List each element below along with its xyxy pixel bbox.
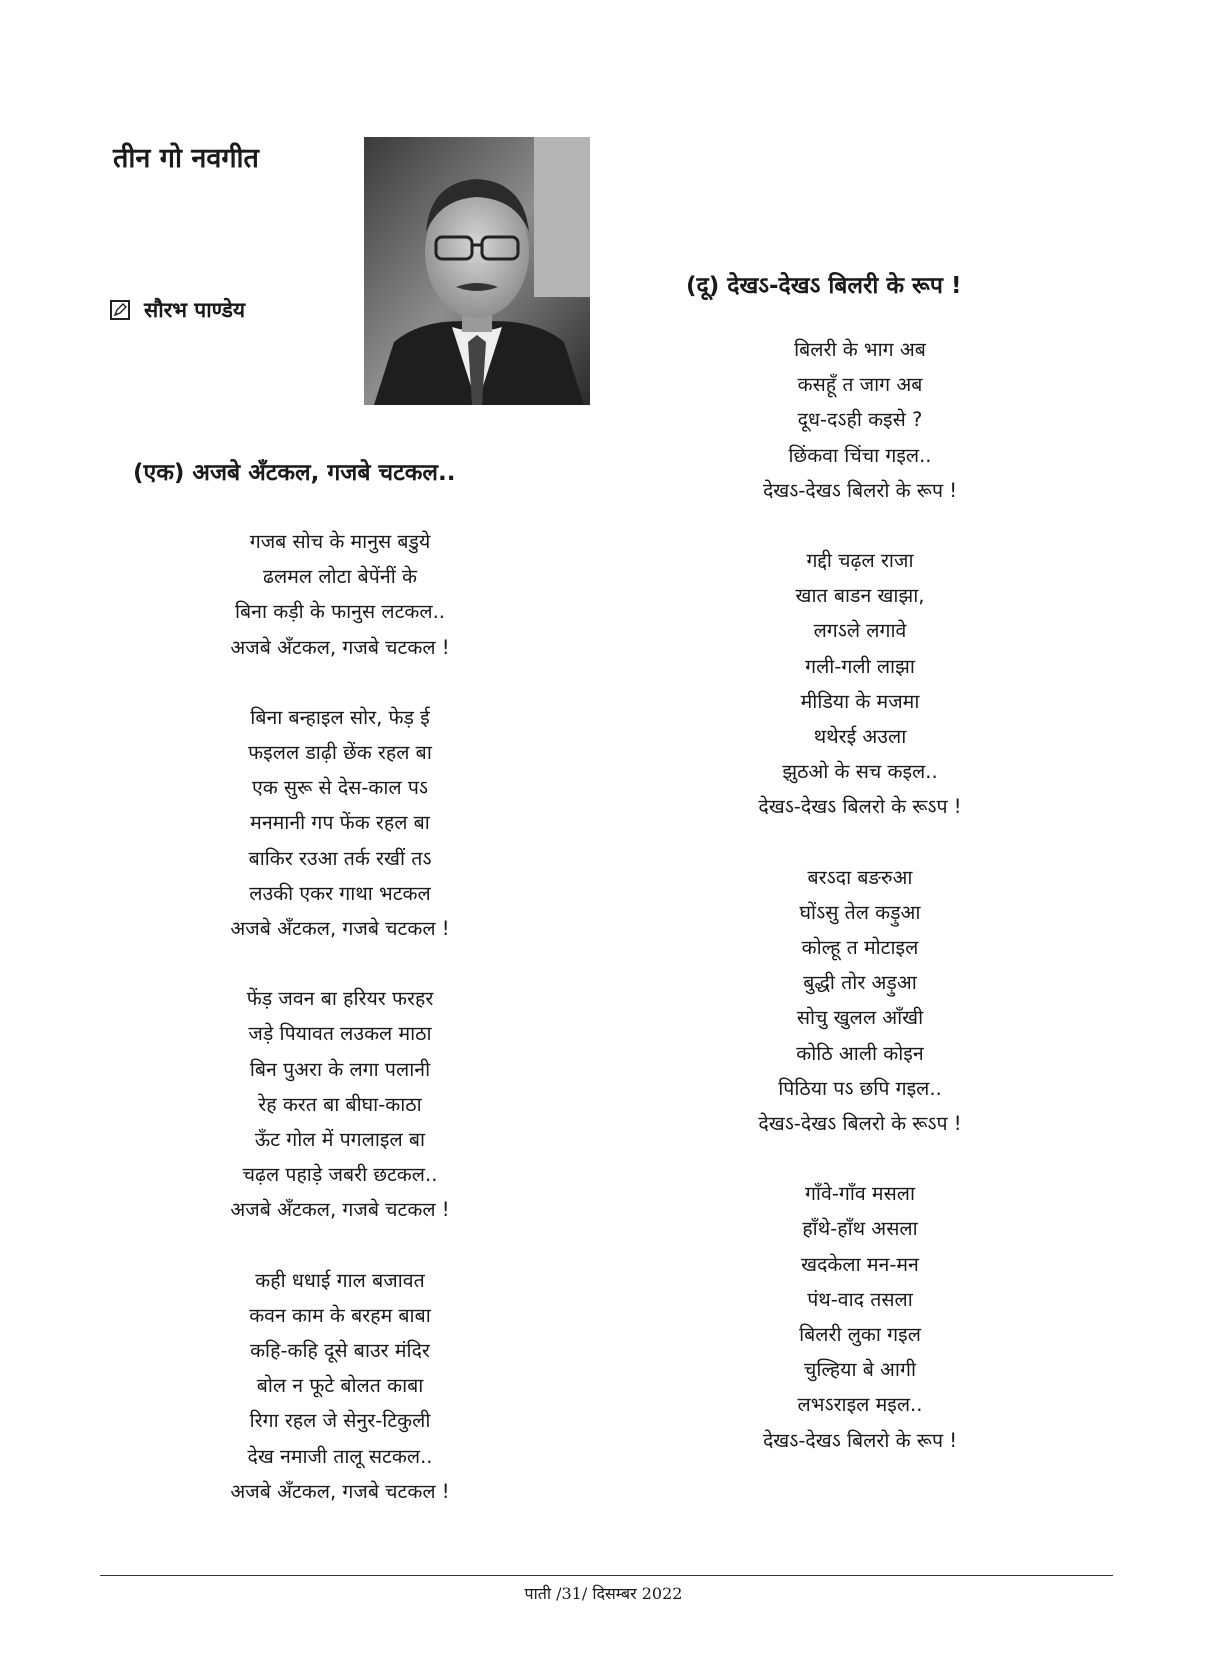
poem-line: अजबे अँटकल, गजबे चटकल ! bbox=[230, 1198, 450, 1222]
author-byline bbox=[110, 296, 245, 324]
poem-line: बिन पुअरा के लगा पलानी bbox=[249, 1057, 431, 1081]
poem-line: सोचु खुलल आँखी bbox=[796, 1006, 924, 1030]
poem-line: फेंड़ जवन बा हरियर फरहर bbox=[246, 987, 434, 1011]
poem-line: कोल्हू त मोटाइल bbox=[801, 936, 919, 960]
poem-line: कवन काम के बरहम बाबा bbox=[249, 1303, 431, 1327]
author-photo bbox=[364, 137, 590, 405]
poem-line: देखऽ-देखऽ बिलरो के रूऽप ! bbox=[758, 795, 962, 819]
poem-line: बिलरी लुका गइल bbox=[799, 1323, 921, 1347]
poem-line: खात बाडन खाझा, bbox=[795, 584, 925, 608]
poem-line: चढ़ल पहाड़े जबरी छटकल.. bbox=[242, 1163, 438, 1187]
poem-line: लगऽले लगावे bbox=[813, 619, 907, 643]
poem-line: कोठि आली कोइन bbox=[796, 1041, 924, 1065]
poem-line: गाँवे-गाँव मसला bbox=[804, 1182, 916, 1206]
poem-one-heading: (एक) अजबे अँटकल, गजबे चटकल.. bbox=[133, 460, 456, 486]
poem-two-heading: (दू) देखऽ-देखऽ बिलरी के रूप ! bbox=[686, 273, 962, 299]
poem-line: बिलरी के भाग अब bbox=[794, 338, 926, 361]
poem-line: कही धधाई गाल बजावत bbox=[255, 1268, 425, 1292]
poem-line: गली-गली लाझा bbox=[805, 654, 915, 678]
poem-line: रेह करत बा बीघा-काठा bbox=[258, 1092, 422, 1116]
poem-line: दूध-दऽही कइसे ? bbox=[797, 408, 923, 432]
poem-line: लभऽराइल मइल.. bbox=[797, 1393, 923, 1417]
stanza bbox=[180, 981, 500, 1227]
stanza bbox=[710, 543, 1010, 825]
poem-line: थथेरई अउला bbox=[813, 725, 907, 749]
footer-divider bbox=[100, 1575, 1113, 1576]
poem-line: देखऽ-देखऽ बिलरो के रूप ! bbox=[762, 478, 958, 502]
poem-line: बिना बन्हाइल सोर, फेड़ ई bbox=[250, 705, 430, 729]
poem-line: अजबे अँटकल, गजबे चटकल ! bbox=[230, 917, 450, 941]
poem-line: बिना कड़ी के फानुस लटकल.. bbox=[234, 600, 446, 624]
poem-line: एक सुरू से देस-काल पऽ bbox=[251, 776, 429, 800]
poem-line: ऊँट गोल में पगलाइल बा bbox=[254, 1128, 426, 1152]
article-title: तीन गो नवगीत bbox=[113, 143, 259, 174]
poem-line: मीडिया के मजमा bbox=[800, 689, 920, 713]
poem-line: चुल्हिया बे आगी bbox=[803, 1358, 917, 1382]
poem-line: बरऽदा बङरुआ bbox=[807, 865, 913, 889]
poem-line: फइलल डाढ़ी छेंक रहल बा bbox=[248, 741, 432, 765]
poem-two bbox=[710, 332, 1010, 1493]
poem-line: बोल न फूटे बोलत काबा bbox=[256, 1374, 424, 1398]
poem-line: कसहूँ त जाग अब bbox=[797, 373, 923, 397]
poem-line: कहि-कहि दूसे बाउर मंदिर bbox=[250, 1339, 430, 1363]
stanza bbox=[710, 332, 1010, 508]
poem-line: देखऽ-देखऽ बिलरो के रूप ! bbox=[762, 1428, 958, 1452]
stanza bbox=[710, 1176, 1010, 1458]
poem-line: गजब सोच के मानुस बडुये bbox=[249, 530, 431, 553]
poem-line: लउकी एकर गाथा भटकल bbox=[249, 881, 431, 905]
poem-line: मनमानी गप फेंक रहल बा bbox=[250, 811, 430, 835]
stanza bbox=[180, 1263, 500, 1509]
poem-line: अजबे अँटकल, गजबे चटकल ! bbox=[230, 635, 450, 659]
poem-line: जड़े पियावत लउकल माठा bbox=[248, 1022, 432, 1046]
poem-line: बाकिर रउआ तर्क रखीं तऽ bbox=[248, 846, 432, 870]
pen-icon bbox=[110, 300, 130, 320]
poem-line: बुद्धी तोर अड़ुआ bbox=[803, 971, 917, 995]
poem-line: गद्दी चढ़ल राजा bbox=[806, 549, 914, 573]
poem-line: झुठओ के सच कइल.. bbox=[782, 760, 938, 784]
poem-line: खदकेला मन-मन bbox=[801, 1252, 919, 1276]
poem-line: ढलमल लोटा बेपेंनीं के bbox=[263, 565, 417, 589]
poem-line: हाँथे-हाँथ असला bbox=[802, 1217, 918, 1241]
stanza bbox=[710, 860, 1010, 1142]
poem-line: पंथ-वाद तसला bbox=[807, 1287, 913, 1311]
poem-line: घोंऽसु तेल कड़ुआ bbox=[799, 900, 921, 924]
poem-line: देख नमाजी तालू सटकल.. bbox=[247, 1444, 433, 1468]
stanza bbox=[180, 524, 500, 665]
page-footer: पाती /31/ दिसम्बर 2022 bbox=[524, 1584, 683, 1603]
poem-one bbox=[180, 524, 500, 1544]
poem-line: पिठिया पऽ छपि गइल.. bbox=[778, 1076, 942, 1100]
poem-line: रिगा रहल जे सेनुर-टिकुली bbox=[249, 1409, 431, 1433]
poem-line: अजबे अँटकल, गजबे चटकल ! bbox=[230, 1479, 450, 1503]
author-name: सौरभ पाण्डेय bbox=[144, 298, 246, 322]
stanza bbox=[180, 700, 500, 946]
poem-line: देखऽ-देखऽ बिलरो के रूऽप ! bbox=[758, 1112, 962, 1136]
poem-line: छिंकवा चिंचा गइल.. bbox=[788, 443, 932, 467]
